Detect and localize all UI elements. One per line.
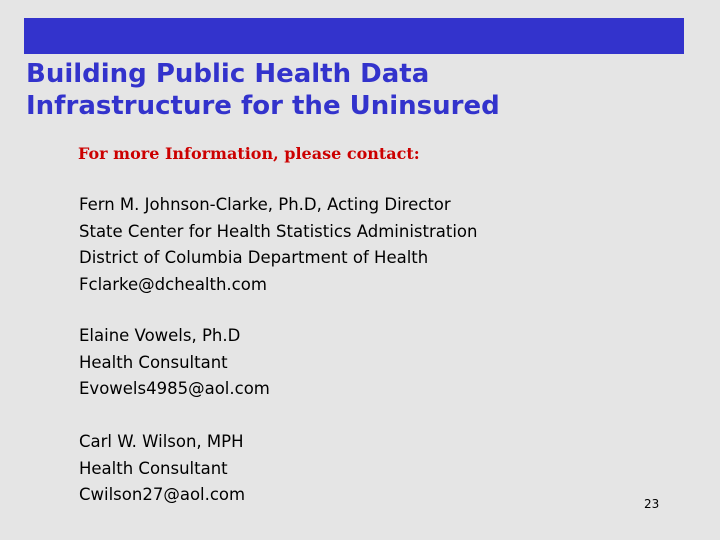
contact-carl-wilson [79, 429, 245, 509]
contact-department: District of Columbia Department of Health [79, 248, 429, 267]
contact-role: Health Consultant [79, 458, 228, 478]
contact-name: Elaine Vowels, Ph.D [79, 326, 241, 345]
page-number: 23 [644, 497, 660, 511]
slide-title-line-1: Building Public Health Data [26, 59, 430, 89]
contact-name: Fern M. Johnson-Clarke, Ph.D, Acting Director [79, 195, 451, 214]
contact-heading: For more Information, please contact: [78, 144, 420, 163]
contact-email: Evowels4985@aol.com [79, 379, 270, 398]
slide-title-line-2: Infrastructure for the Uninsured [26, 91, 500, 121]
contact-organization: State Center for Health Statistics Administration [79, 221, 478, 241]
contact-email: Cwilson27@aol.com [79, 485, 246, 504]
slide-title [26, 58, 500, 122]
contact-elaine-vowels [79, 323, 270, 403]
contact-name: Carl W. Wilson, MPH [79, 432, 244, 451]
contact-role: Health Consultant [79, 352, 228, 372]
contact-email: Fclarke@dchealth.com [79, 274, 267, 294]
title-accent-bar [24, 18, 684, 54]
contact-fern-johnson-clarke [79, 192, 477, 298]
